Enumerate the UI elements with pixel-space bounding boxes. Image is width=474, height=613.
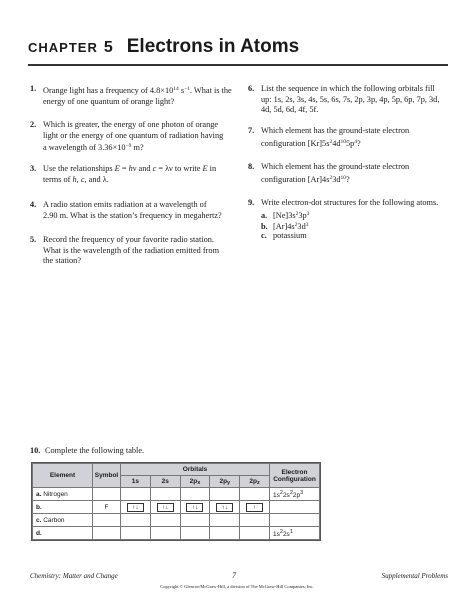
question-text: Which element has the ground-state electron configuration $[Ar]4s^23d^{10}$? <box>261 162 410 184</box>
th-symbol: Symbol <box>93 464 121 488</box>
footer-right: Supplemental Problems <box>381 572 448 580</box>
page-title: Electrons in Atoms <box>126 36 300 57</box>
question-number: 3. <box>30 164 37 173</box>
copyright: Copyright © Glencoe/McGraw-Hill, a division of The McGraw-Hill Companies, Inc. <box>160 584 314 589</box>
cell-orbital <box>150 527 180 540</box>
table-row <box>33 488 320 501</box>
chapter-header <box>28 36 299 58</box>
chapter-number: 5 <box>103 39 113 56</box>
question-part: c. potassium <box>261 231 307 240</box>
question-number: 4. <box>30 200 37 209</box>
header-rule <box>28 64 448 66</box>
question-number: 9. <box>248 198 255 207</box>
question-9 <box>248 198 463 248</box>
question-3 <box>30 164 250 188</box>
cell-orbital <box>210 514 240 527</box>
question-part: a. $[Ne]3s^23p^3$ <box>261 211 310 220</box>
question-number: 6. <box>248 84 255 93</box>
question-10 <box>30 446 250 458</box>
footer-left: Chemistry: Matter and Change <box>30 572 118 580</box>
th-2s: 2s <box>150 476 180 488</box>
question-number: 5. <box>30 235 37 244</box>
question-1 <box>30 84 250 114</box>
question-text: Use the relationships E = hν and c = λν to write E in terms of h, c, and λ. <box>43 164 217 184</box>
cell-orbital <box>150 501 180 514</box>
orbital-box: ↑↓ <box>216 503 233 512</box>
question-number: 8. <box>248 162 255 171</box>
orbital-box: ↑↓ <box>127 503 144 512</box>
orbital-box: ↑↓ <box>186 503 203 512</box>
question-part: b. $[Ar]4s^23d^3$ <box>261 222 309 231</box>
question-text: Record the frequency of your favorite radio station. What is the wavelength of the radiation emitted from the station? <box>43 235 220 265</box>
question-text: List the sequence in which the following orbitals fill up: 1s, 2s, 3s, 4s, 5s, 6s, 7s, 2p, 3p, 4p, 5p, 6p, 7p, 3d, 4d, 5d, 6d, 4f, 5f. <box>261 84 440 114</box>
question-7 <box>248 126 463 150</box>
question-number: 1. <box>30 84 37 93</box>
cell-element: d. <box>33 527 93 540</box>
cell-orbital <box>150 514 180 527</box>
cell-orbital <box>240 501 270 514</box>
question-4 <box>30 200 250 224</box>
cell-orbital <box>121 488 151 501</box>
cell-orbital <box>180 488 210 501</box>
question-text: Orange light has a frequency of $4.8\times 10^{14}$ $s^{-1}$. What is the energy of one quantum of orange light? <box>43 86 232 106</box>
question-text: Which element has the ground-state electron configuration $[Kr]5s^24d^{10}5p^4$? <box>261 126 410 148</box>
question-2 <box>30 120 250 156</box>
cell-orbital <box>121 514 151 527</box>
cell-orbital <box>210 501 240 514</box>
question-6 <box>248 84 463 118</box>
th-1s: 1s <box>121 476 151 488</box>
cell-config <box>270 501 320 514</box>
orbital-box: ↑↓ <box>157 503 174 512</box>
cell-config: $1s^22s^1$ <box>270 527 320 540</box>
page-number: 7 <box>232 571 236 580</box>
cell-orbital <box>210 527 240 540</box>
cell-orbital <box>180 514 210 527</box>
question-text: Complete the following table. <box>45 446 145 455</box>
cell-orbital <box>180 501 210 514</box>
table-body <box>33 488 320 540</box>
th-2px: $2p_x$ <box>180 476 210 488</box>
th-2pz: $2p_z$ <box>240 476 270 488</box>
question-text: A radio station emits radiation at a wavelength of 2.90 m. What is the station’s frequency in megahertz? <box>43 200 222 220</box>
question-8 <box>248 162 463 186</box>
cell-element: a. Nitrogen <box>33 488 93 501</box>
table-row <box>33 527 320 540</box>
orbital-table <box>31 462 321 541</box>
question-text: Which is greater, the energy of one photon of orange light or the energy of one quantum of radiation having a wavelength of $3.36\times 10^{-9}$ m? <box>43 120 224 152</box>
orbital-box: ↑ <box>246 503 263 512</box>
question-number: 7. <box>248 126 255 135</box>
question-number: 2. <box>30 120 37 129</box>
th-config: Electron Configuration <box>270 464 320 488</box>
cell-orbital <box>150 488 180 501</box>
cell-config <box>270 514 320 527</box>
cell-orbital <box>180 527 210 540</box>
cell-element: b. <box>33 501 93 514</box>
cell-config: $1s^22s^22p^3$ <box>270 488 320 501</box>
question-number: 10. <box>30 446 41 455</box>
cell-symbol <box>93 527 121 540</box>
th-2py: $2p_y$ <box>210 476 240 488</box>
cell-orbital <box>121 527 151 540</box>
cell-element: c. Carbon <box>33 514 93 527</box>
cell-orbital <box>210 488 240 501</box>
cell-orbital <box>121 501 151 514</box>
th-orbitals: Orbitals <box>121 464 270 476</box>
question-5 <box>30 235 250 269</box>
cell-orbital <box>240 488 270 501</box>
chapter-label: CHAPTER <box>28 40 98 55</box>
question-text: Write electron-dot structures for the following atoms. <box>261 198 439 207</box>
th-element: Element <box>33 464 93 488</box>
table-row <box>33 514 320 527</box>
cell-symbol <box>93 514 121 527</box>
cell-symbol <box>93 488 121 501</box>
cell-symbol: F <box>93 501 121 514</box>
table-row <box>33 501 320 514</box>
cell-orbital <box>240 527 270 540</box>
cell-orbital <box>240 514 270 527</box>
